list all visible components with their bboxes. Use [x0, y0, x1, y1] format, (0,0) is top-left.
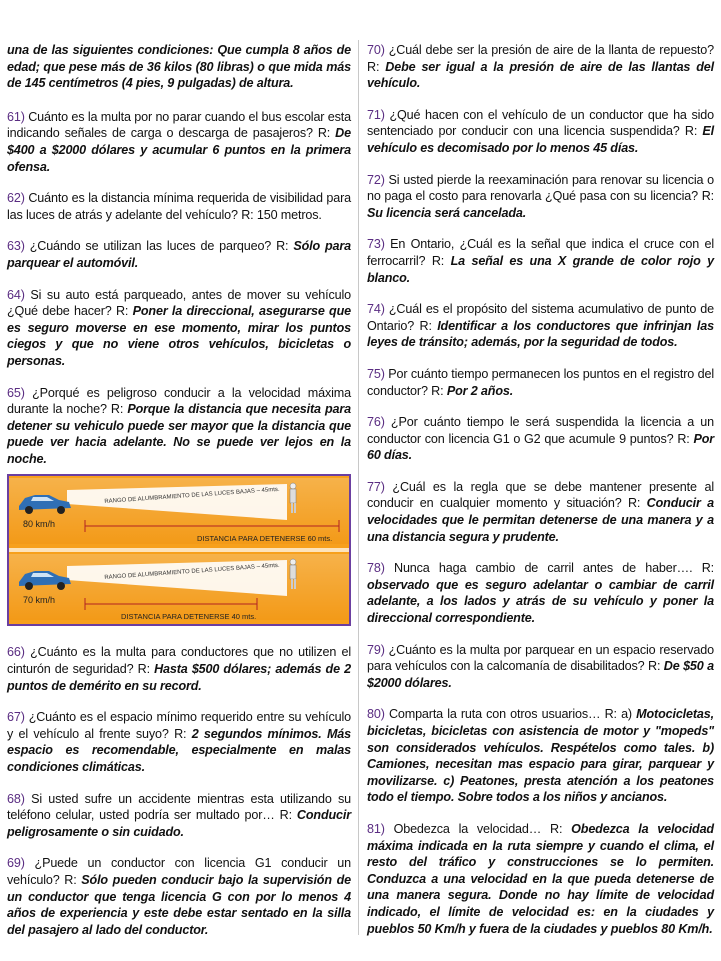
question-number: 79) [367, 642, 385, 657]
question-77 [367, 479, 714, 545]
column-divider [358, 40, 359, 935]
question-73 [367, 236, 714, 286]
question-text: ¿Cuál es el propósito del sistema acumulativo de punto de Ontario? R: [367, 302, 714, 333]
question-76 [367, 414, 714, 464]
question-64 [7, 287, 351, 370]
answer-text: 2 segundos mínimos. Más espacio es recomendable, especialmente en malas condiciones climáticas. [7, 726, 351, 775]
question-69 [7, 855, 351, 938]
question-text: Cuánto es la multa por no parar cuando el bus escolar esta indicando señales de carga o descarga de pasajeros? R: [7, 109, 351, 141]
question-text: En Ontario, ¿Cuál es la señal que indica el cruce con el ferrocarril? R: [367, 237, 714, 268]
question-number: 77) [367, 479, 385, 494]
question-text: Por cuánto tiempo permanecen los puntos en el registro del conductor? R: [367, 366, 714, 398]
question-79 [367, 642, 714, 692]
question-number: 81) [367, 821, 385, 836]
question-number: 70) [367, 43, 385, 57]
question-text: Cuánto es la distancia mínima requerida de visibilidad para las luces de atrás y adelante del vehículo? R: 150 metros. [7, 191, 351, 222]
question-number: 78) [367, 561, 385, 576]
left-column [7, 0, 351, 953]
answer-text: Sólo para parquear el automóvil. [7, 239, 351, 270]
answer-text: Debe ser igual a la presión de aire de las llantas del vehículo. [367, 59, 714, 91]
question-number: 61) [7, 109, 25, 124]
question-text: Comparta la ruta con otros usuarios… R: a) [388, 707, 632, 722]
answer-text: Su licencia será cancelada. [367, 205, 527, 220]
answer-text: De $400 a $2000 dólares y acumular 6 puntos en la primera ofensa. [7, 126, 351, 174]
question-65 [7, 385, 351, 468]
question-text: ¿Cuál es la regla que se debe mantener presente al conducir en cualquier momento y situación? R: [367, 479, 714, 511]
distance-label-top: DISTANCIA PARA DETENERSE 60 mts. [197, 534, 333, 544]
question-text: ¿Qué hacen con el vehículo de un conductor que ha sido sentenciado por conducir con una licencia suspendida? R: [367, 107, 714, 139]
answer-text: Obedezca la velocidad máxima indicada en la ruta siempre y cuando el clima, el resto del tráfico y construcciones se lo permiten. Conduzca a una velocidad en la que pueda detenerse de una manera segura. Donde no hay límite de velocidad indicado, el límite de velocidad es: en la ciudades y pueblos 50 Km/h y fuera de la ciudades y pueblos 80 Km/h. [367, 821, 714, 936]
speed-label-bottom: 70 km/h [23, 595, 56, 606]
question-68 [7, 791, 351, 841]
question-number: 64) [7, 287, 25, 302]
answer-text: Conducir peligrosamente o sin cuidado. [7, 808, 351, 839]
question-75 [367, 366, 714, 399]
answer-text: La señal es una X grande de color rojo y blanco. [367, 253, 715, 285]
beam-label-bottom: RANGO DE ALUMBRAMIENTO DE LAS LUCES BAJAS – 45mts. [104, 563, 280, 582]
question-number: 76) [367, 415, 385, 430]
car-bottom-icon [19, 571, 71, 590]
question-66 [7, 644, 351, 694]
question-80 [367, 706, 714, 806]
question-78 [367, 560, 714, 626]
question-number: 62) [7, 191, 25, 206]
stopping-distance-illustration [7, 474, 351, 626]
question-number: 74) [367, 302, 385, 317]
speed-label-top: 80 km/h [23, 519, 56, 530]
question-text: Obedezca la velocidad… R: [393, 821, 563, 836]
question-text: Si usted sufre un accidente mientras esta utilizando su teléfono celular, usted podría ser multado por… R: [7, 791, 351, 823]
question-61 [7, 109, 351, 175]
question-text: ¿Cuál debe ser la presión de aire de la llanta de repuesto? R: [367, 43, 714, 74]
question-text: Si su auto está parqueado, antes de mover su vehículo ¿Qué debe hacer? R: [7, 287, 352, 319]
question-number: 67) [7, 710, 25, 725]
answer-text: Identificar a los conductores que infrinjan las leyes de tránsito; además, por la seguridad de todos. [367, 318, 714, 350]
question-72 [367, 172, 714, 222]
question-number: 68) [7, 791, 25, 806]
question-text: ¿Puede un conductor con licencia G1 conducir un vehículo? R: [7, 856, 351, 887]
distance-label-bottom: DISTANCIA PARA DETENERSE 40 mts. [121, 612, 257, 622]
answer-text: Por 60 días. [367, 431, 715, 463]
car-top-icon [19, 495, 71, 514]
question-number: 69) [7, 856, 25, 871]
question-63 [7, 238, 351, 271]
answer-text: Hasta $500 dólares; además de 2 puntos de demérito en su record. [7, 662, 351, 693]
question-number: 80) [367, 707, 385, 722]
question-number: 71) [367, 107, 385, 122]
right-column [367, 42, 714, 952]
question-67 [7, 709, 351, 775]
question-number: 66) [7, 645, 25, 660]
question-text: ¿Cuánto es el espacio mínimo requerido entre su vehículo y el vehículo al frente suyo? R: [7, 710, 351, 741]
question-number: 75) [367, 366, 385, 381]
question-text: ¿Porqué es peligroso conducir a la velocidad máxima durante la noche? R: [7, 385, 351, 417]
question-text: ¿Cuándo se utilizan las luces de parqueo? R: [29, 239, 289, 254]
question-71 [367, 107, 714, 157]
question-text: Nunca haga cambio de carril antes de haber…. R: [394, 561, 714, 576]
answer-text: El vehículo es decomisado por lo menos 45 días. [367, 124, 714, 155]
question-text: Si usted pierde la reexaminación para renovar su licencia o no paga el costo para renovarla ¿Qué pasa con su licencia? R: [367, 172, 714, 204]
question-70 [367, 42, 714, 92]
answer-text: observado que es seguro adelantar o cambiar de carril adelante, a los lados y atrás de su vehículo y poner la direccional correspondiente. [367, 577, 714, 626]
beam-label-top: RANGO DE ALUMBRAMIENTO DE LAS LUCES BAJAS – 45mts. [104, 487, 280, 506]
question-number: 72) [367, 172, 385, 187]
pedestrian-bottom-icon [290, 559, 296, 589]
answer-text: Poner la direccional, asegurarse que es seguro moverse en ese momento, mirar los puntos ciegos y que no viene otros vehículos, bicicletas o personas. [7, 304, 351, 368]
answer-text: Sólo pueden conducir bajo la supervisión de un conductor que tenga licencia G con por lo menos 4 años de experiencia y este debe estar sentado en la silla del pasajero al lado del conductor. [7, 873, 351, 937]
question-text: ¿Cuánto es la multa por parquear en un espacio reservado para vehículos con la calcomanía de disabilitados? R: [367, 642, 714, 674]
question-62 [7, 190, 351, 223]
question-number: 63) [7, 239, 25, 254]
question-number: 73) [367, 237, 385, 252]
answer-text: Conducir a velocidades que le permitan detenerse de una manera y a una distancia segura y prudente. [367, 496, 714, 544]
answer-text: Por 2 años. [446, 383, 514, 398]
question-number: 65) [7, 385, 25, 400]
question-text: ¿Por cuánto tiempo le será suspendida la licencia a un conductor con licencia G1 o G2 que acumule 9 puntos? R: [367, 415, 714, 446]
pedestrian-top-icon [290, 483, 296, 513]
answer-text: Porque la distancia que necesita para detener su vehiculo puede ser mayor que la distancia que puede ver hacia adelante. No se puede ver lejos en la noche. [7, 402, 351, 466]
question-text: ¿Cuánto es la multa para conductores que no utilizen el cinturón de seguridad? R: [7, 645, 351, 677]
answer-text: Motocicletas, bicicletas, bicicletas con asistencia de motor y "mopeds" son considerados vehículos. Respételos como tales. b) Camiones, necesitan mas espacio para girar, parquear y movilizarse. c) Peatones, presta atención a los peatones todo el tiempo. Sobre todos a los niños y ancianos. [367, 707, 714, 805]
answer-text: De $50 a $2000 dólares. [367, 659, 714, 690]
question-74 [367, 301, 714, 351]
continued-answer: una de las siguientes condiciones: Que cumpla 8 años de edad; que pese más de 36 kilos (80 libras) o que mida más de 145 centímetros (4 pies, 9 pulgadas) de altura. [7, 43, 351, 91]
question-81 [367, 821, 714, 937]
